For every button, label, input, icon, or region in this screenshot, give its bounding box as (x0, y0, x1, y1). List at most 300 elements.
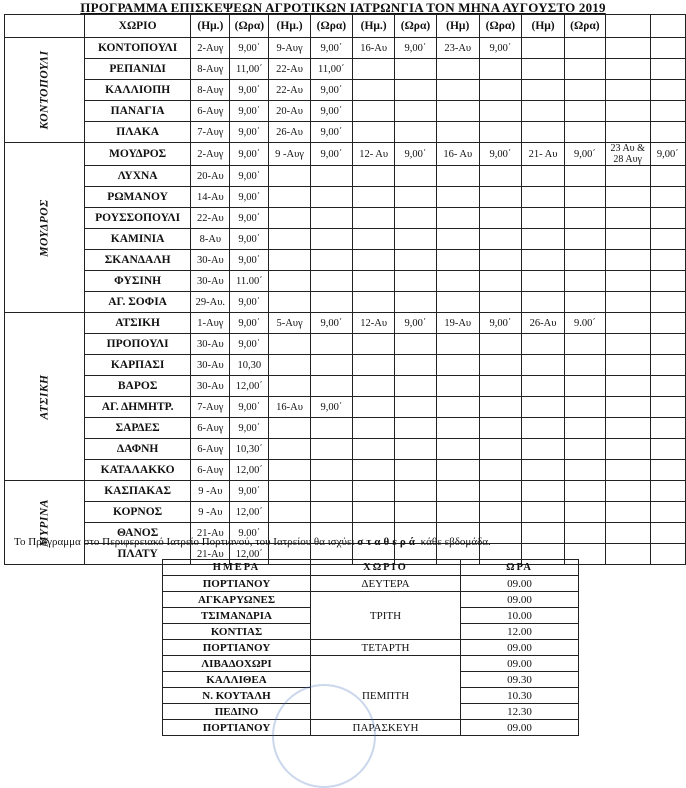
schedule-cell: 9,00΄ (479, 38, 521, 59)
schedule-cell: 12,00΄ (230, 502, 269, 523)
weekly-day (311, 656, 461, 672)
schedule-cell (436, 292, 479, 313)
schedule-cell: 6-Αυγ (191, 418, 230, 439)
weekly-column-header: ΗΜΕΡΑ (163, 560, 311, 576)
table-row (5, 418, 686, 439)
schedule-cell (436, 334, 479, 355)
schedule-cell: 9,00΄ (230, 397, 269, 418)
schedule-cell (479, 502, 521, 523)
schedule-cell (605, 355, 650, 376)
schedule-cell: 9,00΄ (310, 101, 352, 122)
schedule-cell: 9,00΄ (230, 292, 269, 313)
schedule-cell (353, 355, 395, 376)
schedule-cell (650, 292, 685, 313)
schedule-cell (269, 502, 310, 523)
village-name: ΑΤΣΙΚΗ (84, 313, 190, 334)
schedule-cell (269, 250, 310, 271)
column-header: (Ωρα) (565, 15, 606, 38)
weekly-village: ΑΓΚΑΡΥΩΝΕΣ (163, 592, 311, 608)
note-emphasis: σταθερά (357, 536, 418, 548)
schedule-cell (269, 334, 310, 355)
schedule-cell (522, 59, 565, 80)
column-header: (Ημ) (436, 15, 479, 38)
schedule-cell: 19-Αυ (436, 313, 479, 334)
schedule-cell: 9,00΄ (479, 313, 521, 334)
village-name: ΑΓ. ΣΟΦΙΑ (84, 292, 190, 313)
schedule-cell: 12,00΄ (230, 544, 269, 565)
schedule-cell (650, 397, 685, 418)
schedule-cell (565, 59, 606, 80)
village-name: ΠΛΑΤΥ (84, 544, 190, 565)
village-name: ΡΕΠΑΝΙΔΙ (84, 59, 190, 80)
note-text: Το Πρόγραμμα στο Περιφερειακό Ιατρείο Πορτιανού, του Ιατρείου θα ισχύει (14, 536, 355, 548)
schedule-cell (522, 101, 565, 122)
schedule-cell (353, 334, 395, 355)
weekly-row (163, 656, 579, 672)
table-row (5, 59, 686, 80)
village-name: ΔΑΦΝΗ (84, 439, 190, 460)
column-header: (Ημ.) (191, 15, 230, 38)
schedule-cell (605, 208, 650, 229)
column-header: ΧΩΡΙΟ (84, 15, 190, 38)
schedule-cell (650, 101, 685, 122)
schedule-cell (650, 250, 685, 271)
schedule-cell (395, 80, 436, 101)
schedule-cell (650, 334, 685, 355)
schedule-cell (269, 208, 310, 229)
village-name: ΡΟΥΣΣΟΠΟΥΛΙ (84, 208, 190, 229)
weekly-time: 12.00 (461, 624, 579, 640)
schedule-cell (353, 397, 395, 418)
schedule-cell (479, 271, 521, 292)
schedule-cell (269, 418, 310, 439)
schedule-cell: 2-Αυγ (191, 38, 230, 59)
schedule-cell (605, 544, 650, 565)
schedule-cell: 9,00΄ (230, 38, 269, 59)
schedule-cell (605, 481, 650, 502)
schedule-cell (395, 397, 436, 418)
schedule-cell (353, 166, 395, 187)
schedule-cell (522, 80, 565, 101)
schedule-cell (395, 334, 436, 355)
schedule-cell (650, 187, 685, 208)
schedule-cell (479, 187, 521, 208)
schedule-cell: 9,00΄ (230, 143, 269, 166)
weekly-header-row (163, 560, 579, 576)
schedule-cell: 9-Αυγ (269, 38, 310, 59)
schedule-cell (522, 481, 565, 502)
schedule-cell: 7-Αυγ (191, 122, 230, 143)
weekly-village: ΚΑΛΛΙΘΕΑ (163, 672, 311, 688)
schedule-cell (269, 439, 310, 460)
schedule-cell: 9,00΄ (230, 101, 269, 122)
schedule-cell (479, 439, 521, 460)
schedule-cell (522, 334, 565, 355)
schedule-table (4, 14, 686, 565)
table-row (5, 355, 686, 376)
weekly-time: 10.00 (461, 608, 579, 624)
column-header-empty (605, 15, 650, 38)
schedule-cell (353, 502, 395, 523)
schedule-cell: 9,00΄ (395, 143, 436, 166)
schedule-cell: 2-Αυγ (191, 143, 230, 166)
schedule-cell: 9 -Αυ (191, 502, 230, 523)
weekly-column-header: ΧΩΡΙΟ (311, 560, 461, 576)
schedule-cell: 9,00΄ (310, 313, 352, 334)
schedule-cell: 1-Αυγ (191, 313, 230, 334)
schedule-cell (605, 80, 650, 101)
region-name: ΚΟΝΤΟΠΟΥΛΙ (38, 50, 51, 130)
schedule-cell: 12- Αυ (353, 143, 395, 166)
page-title: ΠΡΟΓΡΑΜΜΑ ΕΠΙΣΚΕΨΕΩΝ ΑΓΡΟΤΙΚΩΝ ΙΑΤΡΩΝΓΙΑ ΤΟΝ ΜΗΝΑ ΑΥΓΟΥΣΤΟ 2019 (80, 0, 606, 15)
weekly-time: 09.30 (461, 672, 579, 688)
schedule-cell (650, 166, 685, 187)
schedule-cell (269, 271, 310, 292)
weekly-schedule-table (162, 559, 579, 736)
schedule-cell (565, 38, 606, 59)
schedule-cell (269, 187, 310, 208)
schedule-cell (522, 250, 565, 271)
schedule-cell (436, 397, 479, 418)
schedule-cell (479, 208, 521, 229)
schedule-cell: 16- Αυ (436, 143, 479, 166)
schedule-cell: 9,00΄ (310, 397, 352, 418)
schedule-cell: 26-Αυ (269, 122, 310, 143)
weekly-row (163, 624, 579, 640)
schedule-cell (565, 250, 606, 271)
schedule-cell (353, 481, 395, 502)
schedule-cell: 8-Αυ (191, 229, 230, 250)
schedule-cell (310, 166, 352, 187)
table-row (5, 187, 686, 208)
table-row (5, 208, 686, 229)
column-header: (Ημ.) (269, 15, 310, 38)
schedule-cell (605, 250, 650, 271)
schedule-cell: 9.00΄ (230, 523, 269, 544)
schedule-cell (395, 166, 436, 187)
weekly-time: 09.00 (461, 576, 579, 592)
schedule-cell: 26-Αυ (522, 313, 565, 334)
schedule-cell (310, 229, 352, 250)
table-row (5, 460, 686, 481)
schedule-cell (436, 187, 479, 208)
weekly-row (163, 608, 579, 624)
schedule-cell: 12-Αυ (353, 313, 395, 334)
region-label (5, 143, 85, 313)
table-row (5, 271, 686, 292)
schedule-cell: 5-Αυγ (269, 313, 310, 334)
schedule-cell: 9,00΄ (230, 208, 269, 229)
schedule-cell (650, 460, 685, 481)
schedule-cell (650, 59, 685, 80)
weekly-village: Ν. ΚΟΥΤΑΛΗ (163, 688, 311, 704)
schedule-cell (310, 334, 352, 355)
schedule-cell (436, 250, 479, 271)
schedule-cell (436, 59, 479, 80)
schedule-cell (565, 187, 606, 208)
schedule-cell (353, 250, 395, 271)
schedule-cell (522, 229, 565, 250)
schedule-cell: 20-Αυ (191, 166, 230, 187)
schedule-cell (436, 439, 479, 460)
weekly-column-header: ΩΡΑ (461, 560, 579, 576)
weekly-day: ΠΑΡΑΣΚΕΥΗ (311, 720, 461, 736)
table-row (5, 143, 686, 166)
village-name: ΚΟΡΝΟΣ (84, 502, 190, 523)
village-name: ΠΛΑΚΑ (84, 122, 190, 143)
schedule-cell: 30-Αυ (191, 376, 230, 397)
schedule-cell (310, 292, 352, 313)
schedule-cell: 9,00΄ (230, 187, 269, 208)
village-name: ΚΑΜΙΝΙΑ (84, 229, 190, 250)
weekly-row (163, 592, 579, 608)
schedule-cell: 9,00΄ (230, 334, 269, 355)
weekly-day: ΤΕΤΑΡΤΗ (311, 640, 461, 656)
schedule-cell (565, 439, 606, 460)
schedule-cell: 12,00΄ (230, 376, 269, 397)
table-row (5, 229, 686, 250)
village-name: ΚΟΝΤΟΠΟΥΛΙ (84, 38, 190, 59)
village-name: ΒΑΡΟΣ (84, 376, 190, 397)
region-label (5, 38, 85, 143)
schedule-cell: 21- Αυ (522, 143, 565, 166)
schedule-cell (436, 271, 479, 292)
table-row (5, 38, 686, 59)
schedule-cell (310, 376, 352, 397)
schedule-cell (395, 502, 436, 523)
schedule-cell (436, 460, 479, 481)
schedule-cell: 22-Αυ (191, 208, 230, 229)
weekly-row (163, 672, 579, 688)
schedule-cell: 9 -Αυγ (269, 143, 310, 166)
weekly-time: 09.00 (461, 592, 579, 608)
schedule-cell (479, 292, 521, 313)
schedule-cell (522, 355, 565, 376)
schedule-cell (395, 418, 436, 439)
weekly-village: ΠΟΡΤΙΑΝΟΥ (163, 640, 311, 656)
schedule-cell (522, 271, 565, 292)
schedule-cell (395, 250, 436, 271)
schedule-cell (650, 208, 685, 229)
schedule-cell (269, 292, 310, 313)
weekly-village: ΚΟΝΤΙΑΣ (163, 624, 311, 640)
schedule-cell: 9,00΄ (230, 229, 269, 250)
schedule-cell (522, 418, 565, 439)
weekly-day (311, 672, 461, 688)
schedule-cell (522, 397, 565, 418)
schedule-cell (436, 208, 479, 229)
schedule-cell: 11,00΄ (230, 59, 269, 80)
schedule-cell (565, 208, 606, 229)
village-name: ΑΓ. ΔΗΜΗΤΡ. (84, 397, 190, 418)
weekly-day: ΠΕΜΠΤΗ (311, 688, 461, 704)
schedule-cell (605, 439, 650, 460)
schedule-cell (565, 460, 606, 481)
table-row (5, 481, 686, 502)
schedule-cell (605, 166, 650, 187)
schedule-cell (395, 101, 436, 122)
weekly-village: ΛΙΒΑΔΟΧΩΡΙ (163, 656, 311, 672)
schedule-cell: 9,00΄ (650, 143, 685, 166)
schedule-cell (522, 376, 565, 397)
schedule-cell (565, 502, 606, 523)
village-name: ΦΥΣΙΝΗ (84, 271, 190, 292)
schedule-cell (310, 271, 352, 292)
schedule-cell (395, 229, 436, 250)
schedule-cell (565, 166, 606, 187)
schedule-cell (479, 355, 521, 376)
schedule-cell (522, 187, 565, 208)
schedule-cell (395, 355, 436, 376)
schedule-cell (650, 122, 685, 143)
schedule-cell: 11.00΄ (230, 271, 269, 292)
schedule-cell (605, 271, 650, 292)
schedule-cell (395, 376, 436, 397)
schedule-cell: 6-Αυγ (191, 460, 230, 481)
schedule-cell (310, 502, 352, 523)
schedule-cell: 29-Αυ. (191, 292, 230, 313)
schedule-cell: 9.00΄ (565, 313, 606, 334)
schedule-cell (479, 122, 521, 143)
schedule-cell: 22-Αυ (269, 59, 310, 80)
schedule-cell (565, 292, 606, 313)
schedule-cell (650, 38, 685, 59)
schedule-cell (565, 271, 606, 292)
schedule-cell (565, 229, 606, 250)
schedule-cell (395, 460, 436, 481)
schedule-cell (310, 460, 352, 481)
column-header: (Ωρα) (230, 15, 269, 38)
schedule-cell (436, 376, 479, 397)
village-name: ΚΑΤΑΛΑΚΚΟ (84, 460, 190, 481)
schedule-cell: 21-Αυ (191, 523, 230, 544)
schedule-cell (605, 418, 650, 439)
schedule-cell (436, 229, 479, 250)
weekly-time: 12.30 (461, 704, 579, 720)
weekly-day: ΔΕΥΤΕΡΑ (311, 576, 461, 592)
schedule-cell (436, 481, 479, 502)
schedule-cell (395, 59, 436, 80)
schedule-cell (353, 208, 395, 229)
schedule-cell (522, 292, 565, 313)
table-row (5, 376, 686, 397)
table-row (5, 397, 686, 418)
schedule-cell (395, 208, 436, 229)
schedule-cell (605, 101, 650, 122)
region-name: ΜΥΡΙΝΑ (38, 498, 51, 547)
column-header: (Ωρα) (395, 15, 436, 38)
schedule-cell (605, 229, 650, 250)
schedule-cell (436, 80, 479, 101)
column-header-empty (650, 15, 685, 38)
schedule-cell: 9,00΄ (310, 143, 352, 166)
schedule-cell (565, 355, 606, 376)
schedule-cell: 9,00΄ (310, 80, 352, 101)
schedule-cell (479, 460, 521, 481)
schedule-cell (479, 166, 521, 187)
village-name: ΡΩΜΑΝΟΥ (84, 187, 190, 208)
weekly-day: ΤΡΙΤΗ (311, 608, 461, 624)
schedule-cell (605, 523, 650, 544)
schedule-cell (650, 523, 685, 544)
schedule-cell (522, 439, 565, 460)
schedule-cell (522, 122, 565, 143)
weekly-village: ΠΕΔΙΝΟ (163, 704, 311, 720)
village-name: ΠΑΝΑΓΙΑ (84, 101, 190, 122)
column-header: (Ωρα) (310, 15, 352, 38)
schedule-cell (650, 313, 685, 334)
schedule-cell (310, 187, 352, 208)
schedule-cell (436, 101, 479, 122)
schedule-cell (353, 271, 395, 292)
schedule-cell (353, 229, 395, 250)
schedule-cell: 11,00΄ (310, 59, 352, 80)
schedule-cell (565, 481, 606, 502)
schedule-cell (436, 502, 479, 523)
schedule-cell (605, 122, 650, 143)
column-header: (Ημ) (522, 15, 565, 38)
schedule-cell (395, 439, 436, 460)
schedule-cell (479, 334, 521, 355)
schedule-cell: 10,30 (230, 355, 269, 376)
schedule-cell (650, 481, 685, 502)
schedule-cell (479, 376, 521, 397)
column-header: (Ημ.) (353, 15, 395, 38)
schedule-cell: 12,00΄ (230, 460, 269, 481)
schedule-cell: 16-Αυ (269, 397, 310, 418)
schedule-cell (522, 208, 565, 229)
schedule-cell: 9,00΄ (479, 143, 521, 166)
schedule-cell: 30-Αυ (191, 355, 230, 376)
table-row (5, 334, 686, 355)
schedule-cell: 14-Αυ (191, 187, 230, 208)
village-name: ΚΑΡΠΑΣΙ (84, 355, 190, 376)
table-row (5, 502, 686, 523)
schedule-cell (395, 122, 436, 143)
schedule-cell (479, 250, 521, 271)
header-row (5, 15, 686, 38)
schedule-cell (310, 418, 352, 439)
schedule-cell: 9,00΄ (230, 80, 269, 101)
schedule-cell (650, 376, 685, 397)
schedule-cell (479, 397, 521, 418)
schedule-cell (565, 334, 606, 355)
schedule-cell (269, 481, 310, 502)
schedule-cell (565, 397, 606, 418)
village-name: ΜΟΥΔΡΟΣ (84, 143, 190, 166)
portianou-note (14, 536, 491, 548)
schedule-cell (605, 292, 650, 313)
village-name: ΣΑΡΔΕΣ (84, 418, 190, 439)
schedule-cell (650, 355, 685, 376)
schedule-cell: 9,00΄ (565, 143, 606, 166)
village-name: ΠΡΟΠΟΥΛΙ (84, 334, 190, 355)
schedule-cell: 9,00΄ (395, 38, 436, 59)
schedule-cell (605, 59, 650, 80)
schedule-cell (269, 229, 310, 250)
schedule-cell: 23-Αυ (436, 38, 479, 59)
schedule-cell (479, 59, 521, 80)
schedule-cell (605, 313, 650, 334)
schedule-cell (522, 502, 565, 523)
schedule-cell: 30-Αυ (191, 334, 230, 355)
schedule-cell (269, 355, 310, 376)
schedule-cell (479, 229, 521, 250)
schedule-cell (650, 271, 685, 292)
schedule-cell (605, 502, 650, 523)
schedule-cell: 7-Αυγ (191, 397, 230, 418)
schedule-cell (353, 376, 395, 397)
